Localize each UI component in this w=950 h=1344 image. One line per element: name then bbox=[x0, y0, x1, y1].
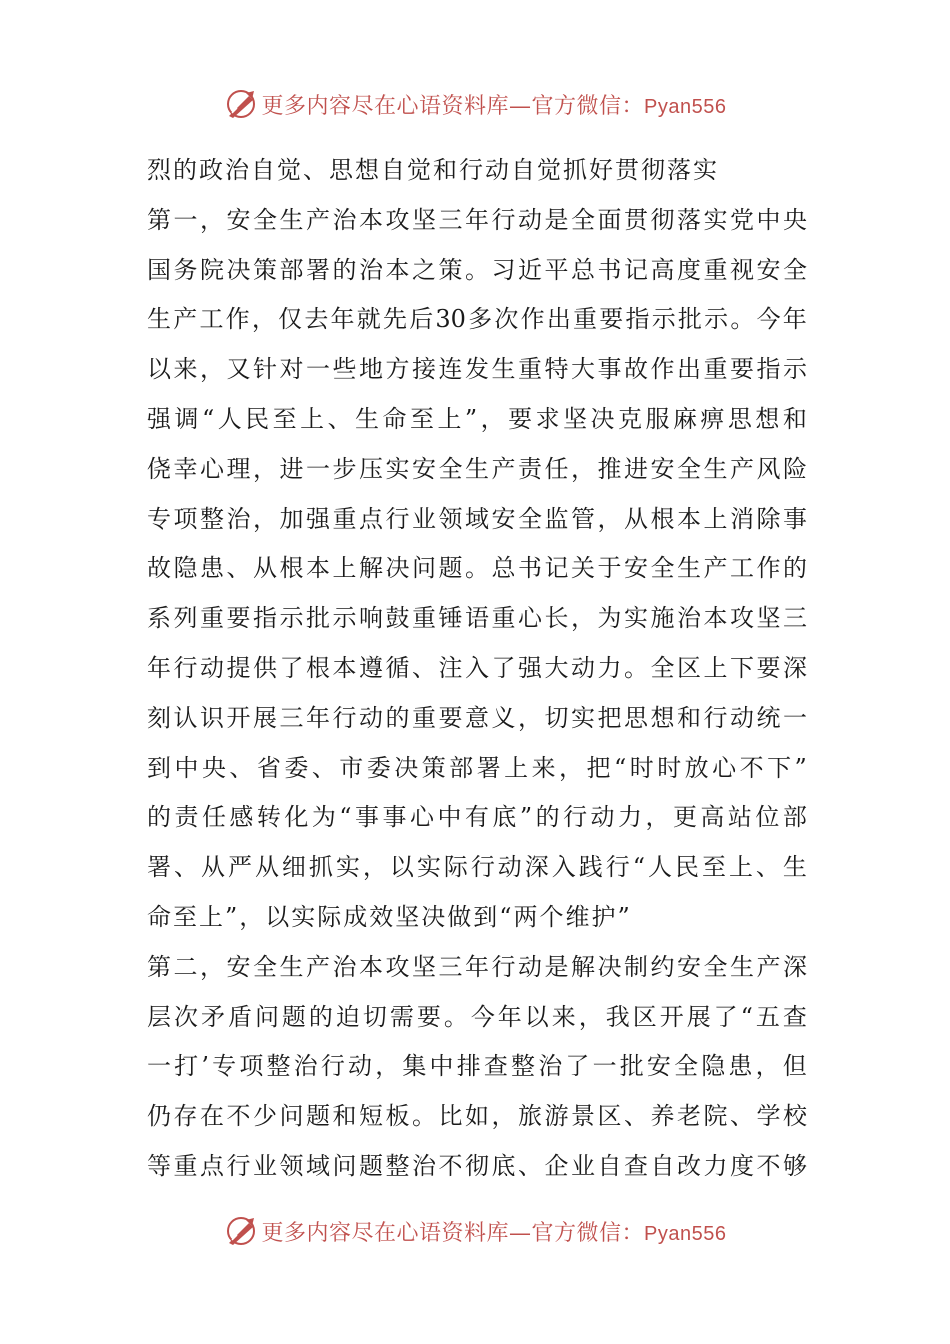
text-line: 强 调 “ 人 民 至 上 、 生 命 至 上 ” ， 要 求 坚 决 克 服 麻 痹 思 想 和 bbox=[147, 404, 807, 433]
text-line: 以 来 ， 又 针 对 一 些 地 方 接 连 发 生 重 特 大 事 故 作 出 重 要 指 示 bbox=[147, 355, 807, 384]
text-line: 专 项 整 治 ， 加 强 重 点 行 业 领 域 安 全 监 管 ， 从 根 本 上 消 除 事 bbox=[147, 504, 807, 533]
text-line: 故 隐 患 、 从 根 本 上 解 决 问 题 。 总 书 记 关 于 安 全 生 产 工 作 的 bbox=[147, 554, 807, 583]
watermark-text: 更多内容尽在心语资料库—官方微信：Pyan556 bbox=[261, 93, 727, 119]
text-line: 等 重 点 行 业 领 域 问 题 整 治 不 彻 底 、 企 业 自 查 自 改 力 度 不 够 bbox=[147, 1151, 807, 1180]
footer-watermark bbox=[0, 1211, 950, 1251]
text-line: 第 一 ， 安 全 生 产 治 本 攻 坚 三 年 行 动 是 全 面 贯 彻 落 实 党 中 央 bbox=[147, 205, 807, 234]
text-line: 生 产 工 作 ， 仅 去 年 就 先 后 30 多 次 作 出 重 要 指 示 批 示 。 今 年 bbox=[147, 305, 807, 334]
text-line: 命至上”，以实际成效坚决做到“两个维护” bbox=[147, 902, 632, 931]
header-watermark bbox=[0, 84, 950, 124]
text-line: 第 二 ， 安 全 生 产 治 本 攻 坚 三 年 行 动 是 解 决 制 约 安 全 生 产 深 bbox=[147, 952, 807, 981]
text-line: 署 、 从 严 从 细 抓 实 ， 以 实 际 行 动 深 入 践 行 “ 人 民 至 上 、 生 bbox=[147, 853, 807, 882]
text-line: 国 务 院 决 策 部 署 的 治 本 之 策 。 习 近 平 总 书 记 高 度 重 视 安 全 bbox=[147, 255, 807, 284]
text-line: 层 次 矛 盾 问 题 的 迫 切 需 要 。 今 年 以 来 ， 我 区 开 展 了 “ 五 查 bbox=[147, 1002, 807, 1031]
text-line: 系 列 重 要 指 示 批 示 响 鼓 重 锤 语 重 心 长 ， 为 实 施 治 本 攻 坚 三 bbox=[147, 604, 807, 633]
text-line: 一 打 ’ 专 项 整 治 行 动 ， 集 中 排 查 整 治 了 一 批 安 全 隐 患 ， 但 bbox=[147, 1052, 807, 1081]
pen-nib-logo-icon bbox=[224, 1214, 258, 1248]
watermark-wechat-id: Pyan556 bbox=[644, 1222, 727, 1245]
text-line: 刻 认 识 开 展 三 年 行 动 的 重 要 意 义 ， 切 实 把 思 想 和 行 动 统 一 bbox=[147, 703, 807, 732]
watermark-text: 更多内容尽在心语资料库—官方微信：Pyan556 bbox=[261, 1220, 727, 1246]
watermark-wechat-id: Pyan556 bbox=[644, 95, 727, 118]
text-line: 侥 幸 心 理 ， 进 一 步 压 实 安 全 生 产 责 任 ， 推 进 安 全 生 产 风 险 bbox=[147, 454, 807, 483]
pen-nib-logo-icon bbox=[224, 87, 258, 121]
text-line: 到 中 央 、 省 委 、 市 委 决 策 部 署 上 来 ， 把 “ 时 时 放 心 不 下 ” bbox=[147, 753, 807, 782]
text-line: 的 责 任 感 转 化 为 “ 事 事 心 中 有 底 ” 的 行 动 力 ， 更 高 站 位 部 bbox=[147, 803, 807, 832]
text-line: 烈的政治自觉、思想自觉和行动自觉抓好贯彻落实 bbox=[147, 156, 719, 184]
text-line: 年 行 动 提 供 了 根 本 遵 循 、 注 入 了 强 大 动 力 。 全 区 上 下 要 深 bbox=[147, 653, 807, 682]
document-body bbox=[147, 146, 807, 1192]
text-line: 仍 存 在 不 少 问 题 和 短 板 。 比 如 ， 旅 游 景 区 、 养 老 院 、 学 校 bbox=[147, 1102, 807, 1131]
